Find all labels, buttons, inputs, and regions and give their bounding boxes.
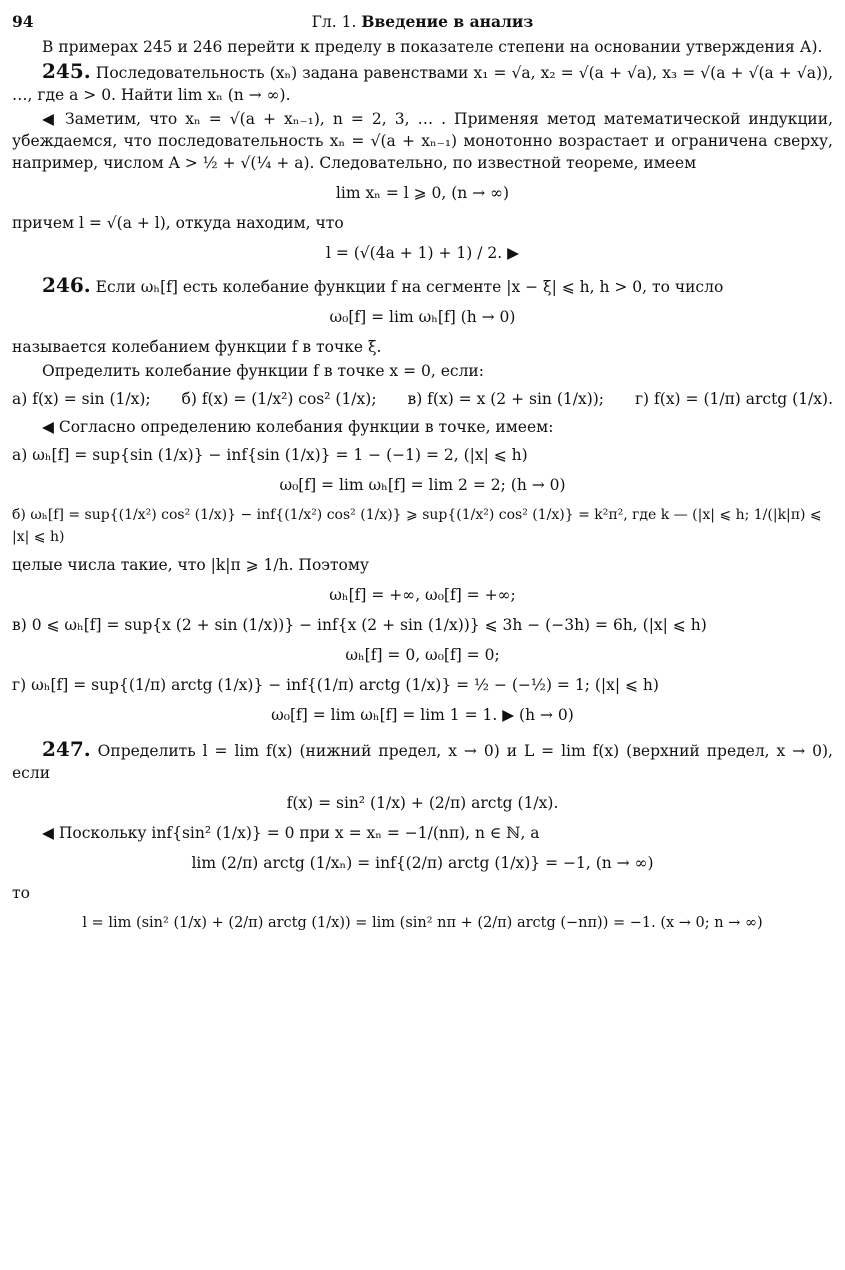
solution-d-line-1: г) ωₕ[f] = sup{(1/π) arctg (1/x)} − inf{(1/π) arctg (1/x)} = ½ − (−½) = 1; (|x| ⩽ h)	[12, 676, 659, 694]
running-title-prefix: Гл. 1.	[311, 13, 357, 31]
problem-247-final: l = lim (sin² (1/x) + (2/π) arctg (1/x)) = lim (sin² nπ + (2/π) arctg (−nπ)) = −1. (x → 0; n → ∞)	[82, 915, 763, 931]
problem-247-text: Определить l = lim f(x) (нижний предел, x → 0) и L = lim f(x) (верхний предел, x → 0), если	[12, 742, 833, 782]
problem-247-statement	[12, 738, 833, 784]
problem-245-solution-2: причем l = √(a + l), откуда находим, что	[12, 214, 344, 232]
problem-247-to: то	[12, 884, 30, 902]
page-number: 94	[12, 12, 34, 31]
problem-246-items	[12, 388, 833, 410]
solution-b-line-1: б) ωₕ[f] = sup{(1/x²) cos² (1/x)} − inf{(1/x²) cos² (1/x)} ⩾ sup{(1/x²) cos² (1/x)} = k²π², где k — (|x| ⩽ h; 1/(|k|π) ⩽ |x| ⩽ h)	[12, 507, 822, 545]
problem-246-statement	[12, 274, 833, 298]
running-header	[12, 10, 833, 34]
problem-245-number: 245.	[42, 59, 91, 83]
solution-d-line-2: ω₀[f] = lim ωₕ[f] = lim 1 = 1. ▶ (h → 0)	[271, 706, 574, 724]
problem-246-solution-intro: ◀ Согласно определению колебания функции в точке, имеем:	[42, 418, 554, 436]
problem-247-limit: lim (2/π) arctg (1/xₙ) = inf{(2/π) arctg (1/x)} = −1, (n → ∞)	[191, 854, 654, 872]
problem-246-number: 246.	[42, 273, 91, 297]
solution-a-line-2: ω₀[f] = lim ωₕ[f] = lim 2 = 2; (h → 0)	[279, 476, 566, 494]
problem-245-text: Последовательность (xₙ) задана равенствами x₁ = √a, x₂ = √(a + √a), x₃ = √(a + √(a + √a)), …, где a > 0. Найти lim xₙ (n → ∞).	[12, 64, 833, 104]
problem-245-answer: l = (√(4a + 1) + 1) / 2. ▶	[325, 244, 520, 262]
running-title	[52, 11, 793, 33]
problem-246-definition: ω₀[f] = lim ωₕ[f] (h → 0)	[329, 308, 516, 326]
item-d: г) f(x) = (1/π) arctg (1/x).	[634, 390, 833, 408]
problem-245-statement	[12, 60, 833, 106]
solution-c-line-1: в) 0 ⩽ ωₕ[f] = sup{x (2 + sin (1/x))} − inf{x (2 + sin (1/x))} ⩽ 3h − (−3h) = 6h, (|x| ⩽ h)	[12, 616, 707, 634]
problem-247-solution-1: ◀ Поскольку inf{sin² (1/x)} = 0 при x = xₙ = −1/(nπ), n ∈ ℕ, а	[42, 824, 540, 842]
problem-246-called: называется колебанием функции f в точке ξ.	[12, 338, 382, 356]
item-a: а) f(x) = sin (1/x);	[12, 390, 151, 408]
problem-245-limit-equation: lim xₙ = l ⩾ 0, (n → ∞)	[335, 184, 510, 202]
solution-b-line-2: целые числа такие, что |k|π ⩾ 1/h. Поэтому	[12, 556, 370, 574]
problem-245-solution-1: ◀ Заметим, что xₙ = √(a + xₙ₋₁), n = 2, 3, … . Применяя метод математической индукции, убеждаемся, что последовательность xₙ = √(a + xₙ₋₁) монотонно возрастает и ограничена сверху, например, числом A > ½ + √(¼ + a). Следовательно, по известной теореме, имеем	[12, 110, 833, 172]
problem-247-function: f(x) = sin² (1/x) + (2/π) arctg (1/x).	[286, 794, 559, 812]
intro-paragraph: В примерах 245 и 246 перейти к пределу в показателе степени на основании утверждения А).	[42, 38, 823, 56]
item-c: в) f(x) = x (2 + sin (1/x));	[407, 390, 605, 408]
problem-247-number: 247.	[42, 737, 91, 761]
item-b: б) f(x) = (1/x²) cos² (1/x);	[181, 390, 377, 408]
problem-246-text: Если ωₕ[f] есть колебание функции f на сегменте |x − ξ| ⩽ h, h > 0, то число	[95, 278, 724, 296]
running-title-text: Введение в анализ	[361, 12, 534, 31]
solution-b-line-3: ωₕ[f] = +∞, ω₀[f] = +∞;	[329, 586, 516, 604]
solution-c-line-2: ωₕ[f] = 0, ω₀[f] = 0;	[345, 646, 500, 664]
solution-a-line-1: а) ωₕ[f] = sup{sin (1/x)} − inf{sin (1/x)} = 1 − (−1) = 2, (|x| ⩽ h)	[12, 446, 528, 464]
problem-246-task: Определить колебание функции f в точке x = 0, если:	[42, 362, 484, 380]
